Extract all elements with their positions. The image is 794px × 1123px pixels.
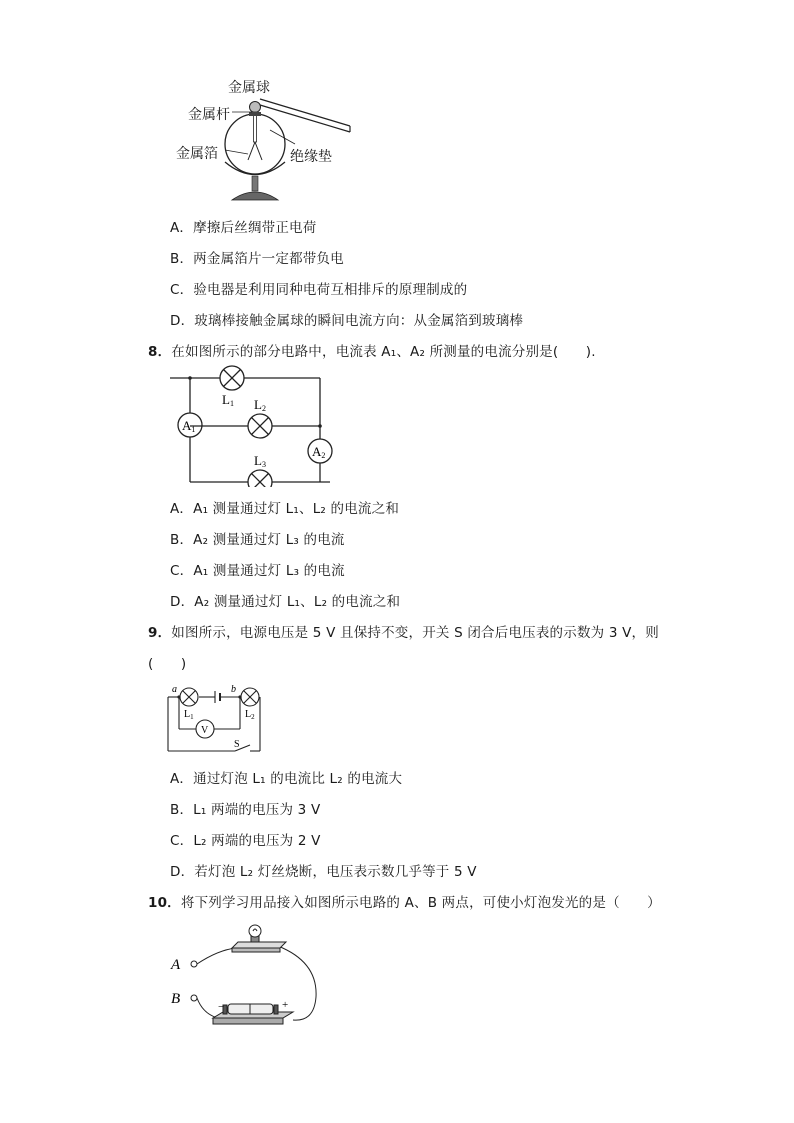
q9-stem-line1 [148,624,659,642]
label-pad: 绝缘垫 [290,149,332,165]
q7-option-d[interactable] [170,312,523,330]
lamp-l3-label: L3 [254,453,266,469]
option-letter: B． [170,251,194,267]
option-letter: C． [170,833,194,849]
option-letter: A． [170,501,194,517]
q9-stem-line2: ( ) [148,656,187,672]
option-letter: D． [170,313,195,329]
q9-option-b[interactable] [170,801,320,819]
q7-option-b[interactable] [170,250,344,268]
lamp-l1-label: L1 [222,392,234,408]
option-text: A₁ 测量通过灯 L₁、L₂ 的电流之和 [193,501,400,517]
q9-option-c[interactable] [170,832,321,850]
terminal-b-label: B [171,991,181,1007]
option-letter: C． [170,282,194,298]
ammeter-a1-label: A1 [182,418,196,434]
lamp-l1-label: $L_1$ [184,709,194,721]
option-text: 通过灯泡 L₁ 的电流比 L₂ 的电流大 [193,771,403,787]
q10-circuit-drawing [168,922,328,1032]
label-rod: 金属杆 [188,107,230,123]
option-text: L₁ 两端的电压为 3 V [193,802,321,818]
option-letter: A． [170,771,194,787]
option-text: 两金属箔片一定都带负电 [193,251,344,267]
node-b-label: b [231,684,236,695]
lamp-l2-label: $L_2$ [245,709,255,721]
question-text: 如图所示，电源电压是 5 V 且保持不变，开关 S 闭合后电压表的示数为 3 V，则 [171,625,659,641]
option-text: 若灯泡 L₂ 灯丝烧断，电压表示数几乎等于 5 V [194,864,477,880]
option-letter: B． [170,802,194,818]
option-text: 摩擦后丝绸带正电荷 [193,220,317,236]
battery-minus-label: − [218,1001,225,1013]
option-text: A₂ 测量通过灯 L₃ 的电流 [193,532,345,548]
option-text: L₂ 两端的电压为 2 V [193,833,321,849]
switch-label: S [234,739,240,750]
node-a-label: a [172,684,177,695]
electroscope-drawing [170,72,370,207]
q10-stem [148,894,661,912]
ammeter-a2-label: A2 [312,444,326,460]
battery-plus-label: + [282,999,289,1011]
option-letter: B． [170,532,194,548]
voltmeter-label: V [201,725,209,736]
q7-option-a[interactable] [170,219,316,237]
q8-circuit-figure [170,362,345,487]
electroscope-figure [170,72,370,207]
q9-option-a[interactable] [170,770,402,788]
option-text: 验电器是利用同种电荷互相排斥的原理制成的 [193,282,468,298]
terminal-a-label: A [171,957,181,973]
option-letter: D． [170,864,195,880]
label-foil: 金属箔 [176,146,218,162]
question-number: 10． [148,895,181,911]
option-letter: C． [170,563,194,579]
question-text: 在如图所示的部分电路中，电流表 A₁、A₂ 所测量的电流分别是( ). [171,344,596,360]
q9-circuit-figure [160,683,270,755]
q9-option-d[interactable] [170,863,477,881]
option-text: A₁ 测量通过灯 L₃ 的电流 [193,563,345,579]
question-number: 8． [148,344,172,360]
q8-circuit-drawing [170,362,345,487]
q8-option-a[interactable] [170,500,399,518]
option-letter: A． [170,220,194,236]
q10-circuit-figure [168,922,328,1032]
q8-option-c[interactable] [170,562,345,580]
question-text: 将下列学习用品接入如图所示电路的 A、B 两点，可使小灯泡发光的是（ ） [180,895,661,911]
q8-stem [148,343,596,361]
lamp-l2-label: L2 [254,397,266,413]
q9-circuit-drawing [160,683,270,755]
q7-option-c[interactable] [170,281,467,299]
q8-option-d[interactable] [170,593,400,611]
option-text: 玻璃棒接触金属球的瞬间电流方向：从金属箔到玻璃棒 [194,313,524,329]
label-ball: 金属球 [228,80,270,96]
q8-option-b[interactable] [170,531,345,549]
question-number: 9． [148,625,172,641]
option-letter: D． [170,594,195,610]
option-text: A₂ 测量通过灯 L₁、L₂ 的电流之和 [194,594,401,610]
